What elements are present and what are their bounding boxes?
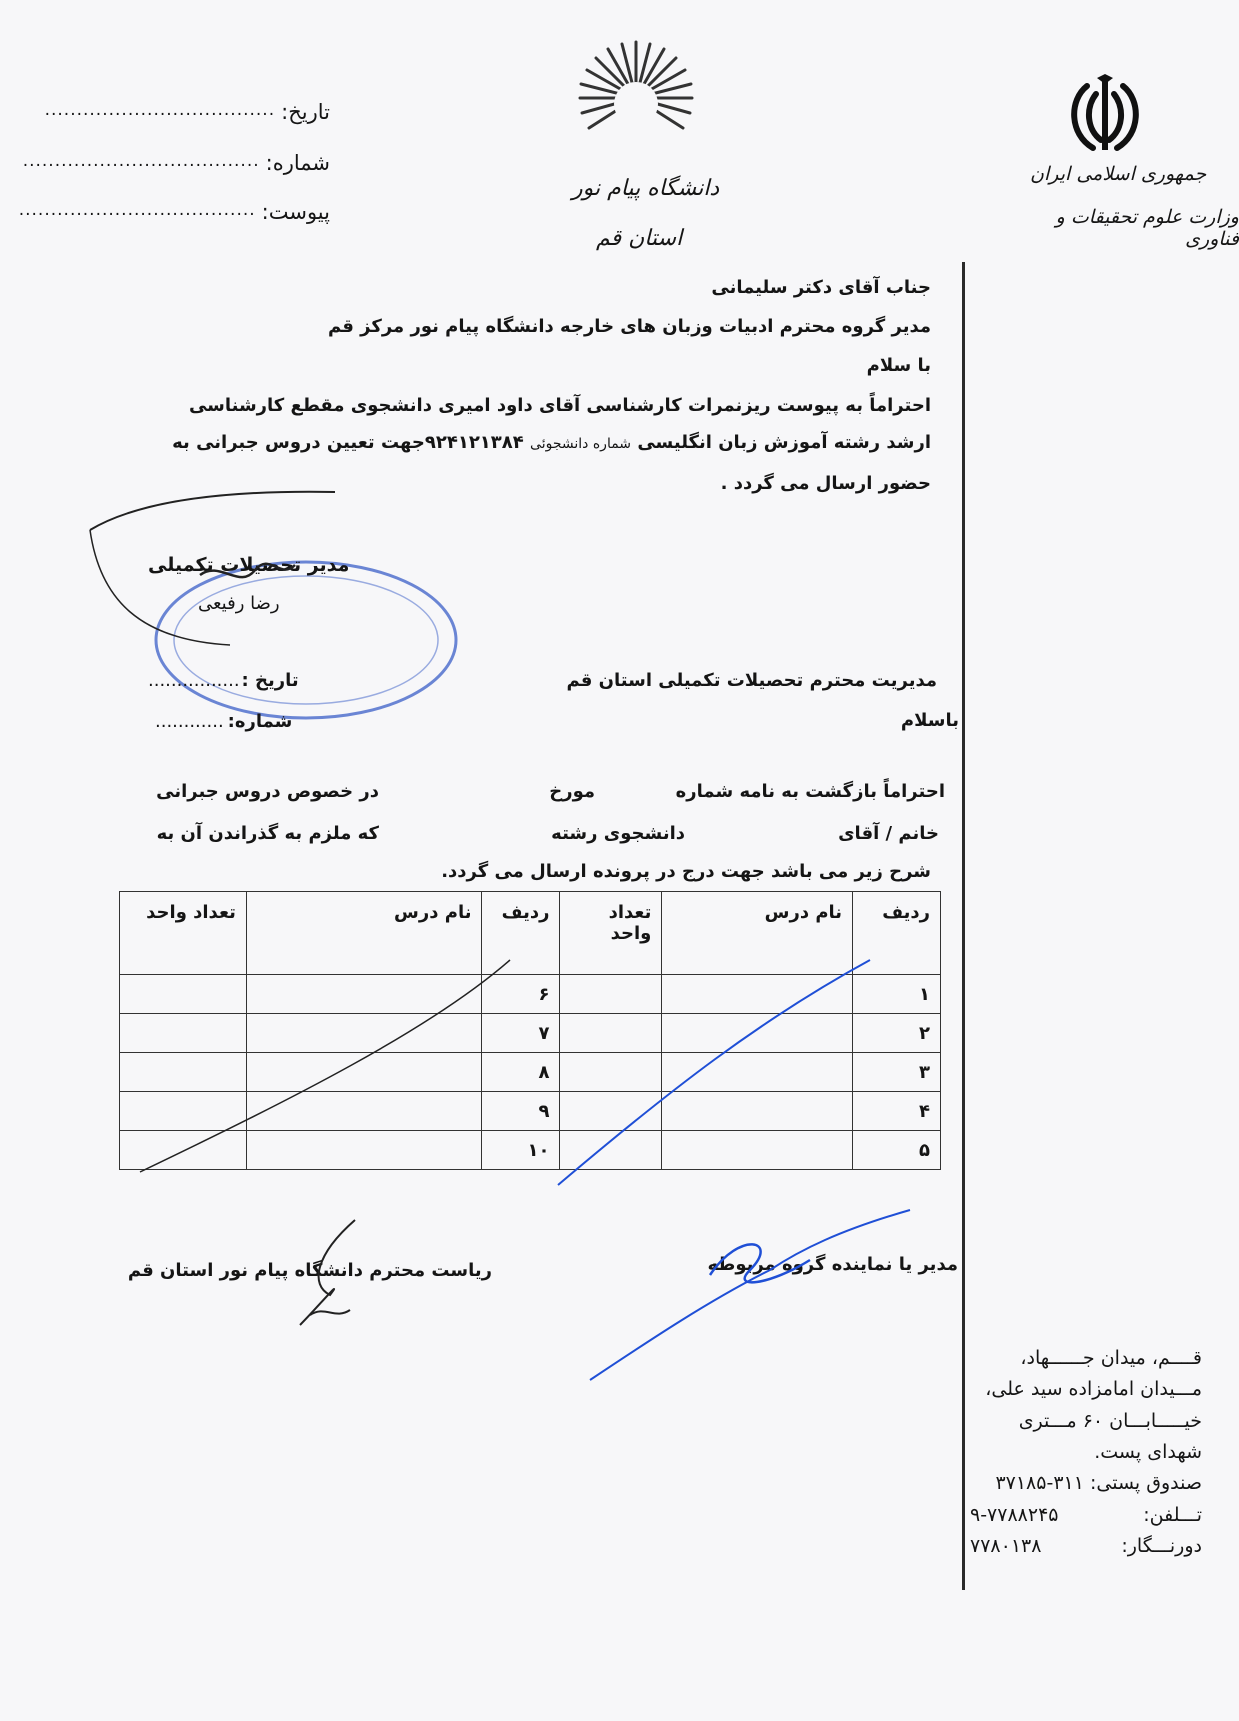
letter2-line1-left: در خصوص دروس جبرانی (156, 781, 379, 802)
signature-label-left: ریاست محترم دانشگاه پیام نور استان قم (127, 1260, 492, 1281)
blue-signature (570, 1190, 930, 1390)
letter1-student-id-label: شماره دانشجوئی (530, 436, 632, 452)
university-logo-text-2: استان قم (596, 226, 683, 251)
fax-label: دورنـــگار: (1121, 1535, 1202, 1558)
stamp-date (148, 672, 299, 690)
fax-row (970, 1531, 1202, 1562)
cell (662, 1092, 853, 1131)
stamp-title: مدیر تحصیلات تکمیلی (148, 554, 350, 576)
iran-emblem-icon (1063, 74, 1147, 158)
cell (120, 1014, 247, 1053)
cell (560, 975, 662, 1014)
cell (560, 1014, 662, 1053)
cell: ۸ (482, 1053, 560, 1092)
cell (560, 1092, 662, 1131)
letter2-line1-mid: مورخ (549, 781, 595, 802)
university-logo-icon (578, 40, 694, 156)
letter1-body-line1: احتراماً به پیوست ریزنمرات کارشناسی آقای داود امیری دانشجوی مقطع کارشناسی (188, 395, 931, 416)
cell (662, 1131, 853, 1170)
po-box: صندوق پستی: ۳۱۱-۳۷۱۸۵ (995, 1472, 1202, 1495)
address-block (970, 1343, 1202, 1562)
cell (246, 975, 482, 1014)
stamp-number-label: شماره: (227, 711, 293, 732)
address-line-2: مـــیدان امامزاده سید علی، (985, 1378, 1202, 1401)
date-label: تاریخ: (281, 100, 330, 124)
address-line-3: خیـــــابـــان ۶۰ مـــتری (1018, 1409, 1202, 1432)
cell (662, 975, 853, 1014)
ministry-caption-2: وزارت علوم تحقیقات و فناوری (1055, 206, 1239, 250)
cell (246, 1131, 482, 1170)
cell (560, 1053, 662, 1092)
letter2-line2-left: که ملزم به گذراندن آن به (156, 823, 379, 844)
stamp-date-dots: ................ (148, 670, 240, 691)
cell (120, 1053, 247, 1092)
cell (662, 1053, 853, 1092)
cell (120, 1092, 247, 1131)
cell: ۷ (482, 1014, 560, 1053)
attachment-field (18, 200, 330, 224)
table-row (120, 1014, 941, 1053)
number-field (22, 151, 330, 175)
cell (120, 975, 247, 1014)
header-course-name-1: نام درس (662, 892, 853, 975)
cell: ۶ (482, 975, 560, 1014)
table-row (120, 975, 941, 1014)
cell (120, 1131, 247, 1170)
attachment-dots: ..................................... (18, 200, 256, 220)
letter1-body-line2-c: ۹۲۴۱۲۱۳۸۴جهت تعیین دروس جبرانی به (172, 432, 524, 453)
header-row-no-1: ردیف (853, 892, 941, 975)
letter2-line2-mid: دانشجوی رشته (551, 823, 685, 844)
date-field (44, 100, 330, 124)
phone-row (970, 1500, 1202, 1531)
cell (246, 1092, 482, 1131)
letter1-body-line2 (172, 434, 931, 452)
table-row (120, 1053, 941, 1092)
letter2-line3: شرح زیر می باشد جهت درج در پرونده ارسال می گردد. (441, 861, 931, 882)
header-units-2: تعداد واحد (120, 892, 247, 975)
fax-number: ۷۷۸۰۱۳۸ (970, 1535, 1042, 1558)
table-row (120, 1131, 941, 1170)
cell: ۹ (482, 1092, 560, 1131)
cell (560, 1131, 662, 1170)
courses-table (119, 891, 941, 1170)
cell (246, 1053, 482, 1092)
stamp-number (155, 713, 292, 731)
address-line-1: قــــم، میدان جــــــهاد، (1020, 1347, 1202, 1369)
stamp-name: رضا رفیعی (198, 593, 280, 614)
address-line-4: شهدای پست. (1094, 1441, 1202, 1464)
letter1-body-line2-a: ارشد رشته آموزش زبان انگلیسی (637, 432, 931, 453)
letter2-addressee: مدیریت محترم تحصیلات تکمیلی استان قم (566, 670, 937, 691)
official-stamp-icon (150, 555, 462, 725)
number-label: شماره: (265, 151, 330, 175)
cell: ۱۰ (482, 1131, 560, 1170)
cell: ۴ (853, 1092, 941, 1131)
letter2-greeting: باسلام (900, 710, 959, 731)
cell: ۳ (853, 1053, 941, 1092)
number-dots: ..................................... (22, 151, 260, 171)
cell (662, 1014, 853, 1053)
stamp-date-label: تاریخ : (241, 670, 299, 691)
letter1-body-line3: حضور ارسال می گردد . (720, 473, 931, 494)
letter1-addressee-title: مدیر گروه محترم ادبیات وزبان های خارجه دانشگاه پیام نور مرکز قم (328, 316, 931, 337)
ministry-caption-1: جمهوری اسلامی ایران (1030, 163, 1207, 185)
letter2-line1-right: احتراماً بازگشت به نامه شماره (675, 781, 945, 802)
letter2-line2-right: خانم / آقای (838, 823, 939, 844)
table-header-row (120, 892, 941, 975)
letter1-greeting: با سلام (866, 355, 931, 376)
date-dots: .................................... (44, 100, 276, 120)
table-row (120, 1092, 941, 1131)
phone-number: ۹-۷۷۸۸۲۴۵ (970, 1503, 1059, 1526)
university-logo-text-1: دانشگاه پیام نور (572, 176, 720, 201)
signature-label-right: مدیر یا نماینده گروه مربوطه (707, 1254, 958, 1275)
cell (246, 1014, 482, 1053)
header-row-no-2: ردیف (482, 892, 560, 975)
cell: ۲ (853, 1014, 941, 1053)
letter1-addressee: جناب آقای دکتر سلیمانی (711, 277, 931, 298)
header-course-name-2: نام درس (246, 892, 482, 975)
phone-label: تـــلفن: (1143, 1503, 1202, 1526)
header-units-1: تعداد واحد (560, 892, 662, 975)
cell: ۵ (853, 1131, 941, 1170)
margin-rule (962, 262, 965, 1590)
cell: ۱ (853, 975, 941, 1014)
attachment-label: پیوست: (261, 200, 330, 224)
stamp-number-dots: ............ (155, 711, 224, 732)
